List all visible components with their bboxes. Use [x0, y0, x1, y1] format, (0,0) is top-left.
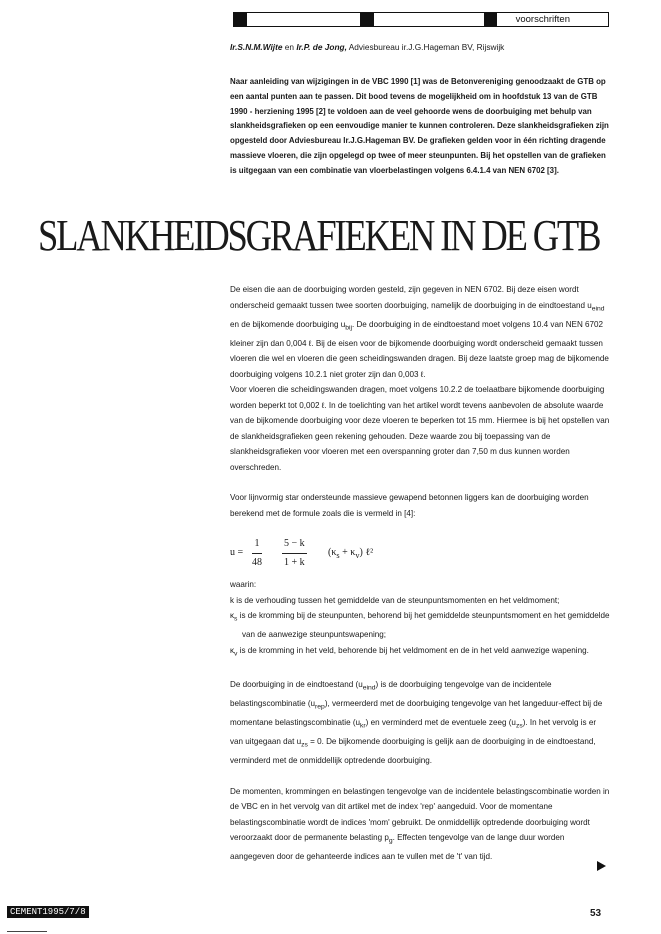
header-block — [484, 13, 497, 26]
article-body — [230, 282, 610, 865]
author-name: Ir.S.N.M.Wijte — [230, 42, 283, 52]
author-line — [230, 42, 504, 53]
section-header-bar — [233, 12, 609, 27]
formula-rhs: $(\kappa_s + \kappa_v)$ ℓ² — [328, 547, 374, 561]
formula-lhs: u = — [230, 547, 244, 559]
author-name: Ir.P. de Jong, — [296, 42, 347, 52]
page-number: 53 — [590, 908, 602, 919]
formula-fraction: $\frac{5 - k}{1 + k}$ — [284, 538, 305, 568]
article-title: SLANKHEIDSGRAFIEKEN IN DE GTB — [38, 211, 600, 260]
formula-fraction: $\frac{1}{48}$ — [252, 538, 262, 568]
body-paragraph: Voor vloeren die scheidingswanden dragen, moet volgens 10.2.2 de toelaatbare bijkomende doorbuiging worden beperkt tot 0,002 ℓ. In de toelichting van het artikel wordt tevens aanbevolen de absolute waarde van de bijkomende doorbuiging voor deze vloeren te beperken tot 15 mm. Hiermee is bij het opstellen van de slankheidsgrafieken geen rekening gehouden. Deze waarde zou bij toepassing van de slankheidsgrafieken voor vloeren met een overspanning groter dan 7,50 m dus kunnen worden overschreden. — [230, 385, 610, 472]
definition-item: $\kappa_s$ is de kromming bij de steunpunten, behorend bij het gemiddelde steunpuntsmoment en het gemiddelde van de aanwezige steunpuntswapening; — [230, 611, 610, 640]
definition-item: $\kappa_v$ is de kromming in het veld, behorende bij het veldmoment en de in het veld aanwezige wapening. — [230, 645, 589, 658]
body-paragraph: Voor lijnvormig star ondersteunde massieve gewapend betonnen liggers kan de doorbuiging worden berekend met de formule zoals die is vermeld in [4]: — [230, 493, 589, 518]
intro-paragraph — [230, 75, 610, 179]
deflection-formula — [230, 529, 610, 577]
header-block — [234, 13, 247, 26]
body-paragraph: De eisen die aan de doorbuiging worden gesteld, zijn gegeven in NEN 6702. Bij deze eisen wordt onderscheid gemaakt tussen twee soorten doorbuiging, namelijk de doorbuiging in de eindtoestand $u_{eind}$ en de bijkomende doorbuiging $u_{bij}$. De doorbuiging in de eindtoestand moet volgens 10.4 van NEN 6702 kleiner zijn dan 0,004 ℓ. Bij de eisen voor de bijkomende doorbuiging wordt onderscheid gemaakt tussen vloeren die wel en vloeren die geen scheidingswanden dragen. Bij deze laatste groep mag de bijkomende doorbuiging volgens 10.2.1 niet groter zijn dan 0,003 ℓ. — [230, 285, 609, 379]
body-paragraph: De doorbuiging in de eindtoestand $(u_{eind})$ is de doorbuiging tengevolge van de incidentele belastingscombinatie $(u_{rep})$, vermeerderd met de doorbuiging tengevolge van het langeduur-effect bij de momentane belastingscombinatie $(u_{kr})$ en verminderd met de eventuele zeeg $(u_{zs})$. In het vervolg is er van uitgegaan dat $u_{zs} = 0$. De bijkomende doorbuiging is gelijk aan de doorbuiging in de eindtoestand, verminderd met de onmiddellijk optredende doorbuiging. — [230, 679, 603, 766]
body-text: waarin: — [230, 580, 257, 590]
footer-divider — [7, 931, 47, 932]
author-affiliation: Adviesbureau ir.J.G.Hageman BV, Rijswijk — [346, 42, 505, 52]
definition-item: k is de verhouding tussen het gemiddelde van de steunpuntsmomenten en het veldmoment; — [230, 595, 560, 605]
continue-arrow-icon — [597, 861, 606, 871]
section-label: voorschriften — [515, 14, 570, 25]
journal-tag: CEMENT1995/7/8 — [7, 906, 89, 918]
body-paragraph: De momenten, krommingen en belastingen tengevolge van de incidentele belastingscombinatie worden in de VBC en in het vervolg van dit artikel met de index 'rep' aangeduid. Voor de momentane belastingscombinatie wordt de indices 'mom' gebruikt. De onmiddellijk optredende doorbuiging wordt veroorzaakt door de permanente belasting $p_g$. Effecten tengevolge van de lange duur worden aangegeven door de gehanteerde indices aan te vullen met de 't' van tijd. — [230, 786, 610, 862]
header-block — [360, 13, 374, 26]
author-conjunction: en — [282, 42, 297, 52]
intro-text: Naar aanleiding van wijzigingen in de VBC 1990 [1] was de Betonvereniging genoodzaakt de GTB op een aantal punten aan te passen. Dit bood tevens de mogelijkheid om in hoofdstuk 13 van de GTB 1990 - herziening 1995 [2] te voldoen aan de veel gehoorde wens de doorbuiging met behulp van slankheidsgrafieken op een eenvoudige manier te kunnen controleren. Deze slankheidsgrafieken zijn opgesteld door Adviesbureau Ir.J.G.Hageman BV. De grafieken gelden voor in één richting dragende massieve vloeren, die zijn opgelegd op twee of meer steunpunten. Bij het opstellen van de grafieken is uitgegaan van een combinatie van vloerbelastingen volgens 6.4.1.4 van NEN 6702 [3]. — [230, 77, 609, 175]
